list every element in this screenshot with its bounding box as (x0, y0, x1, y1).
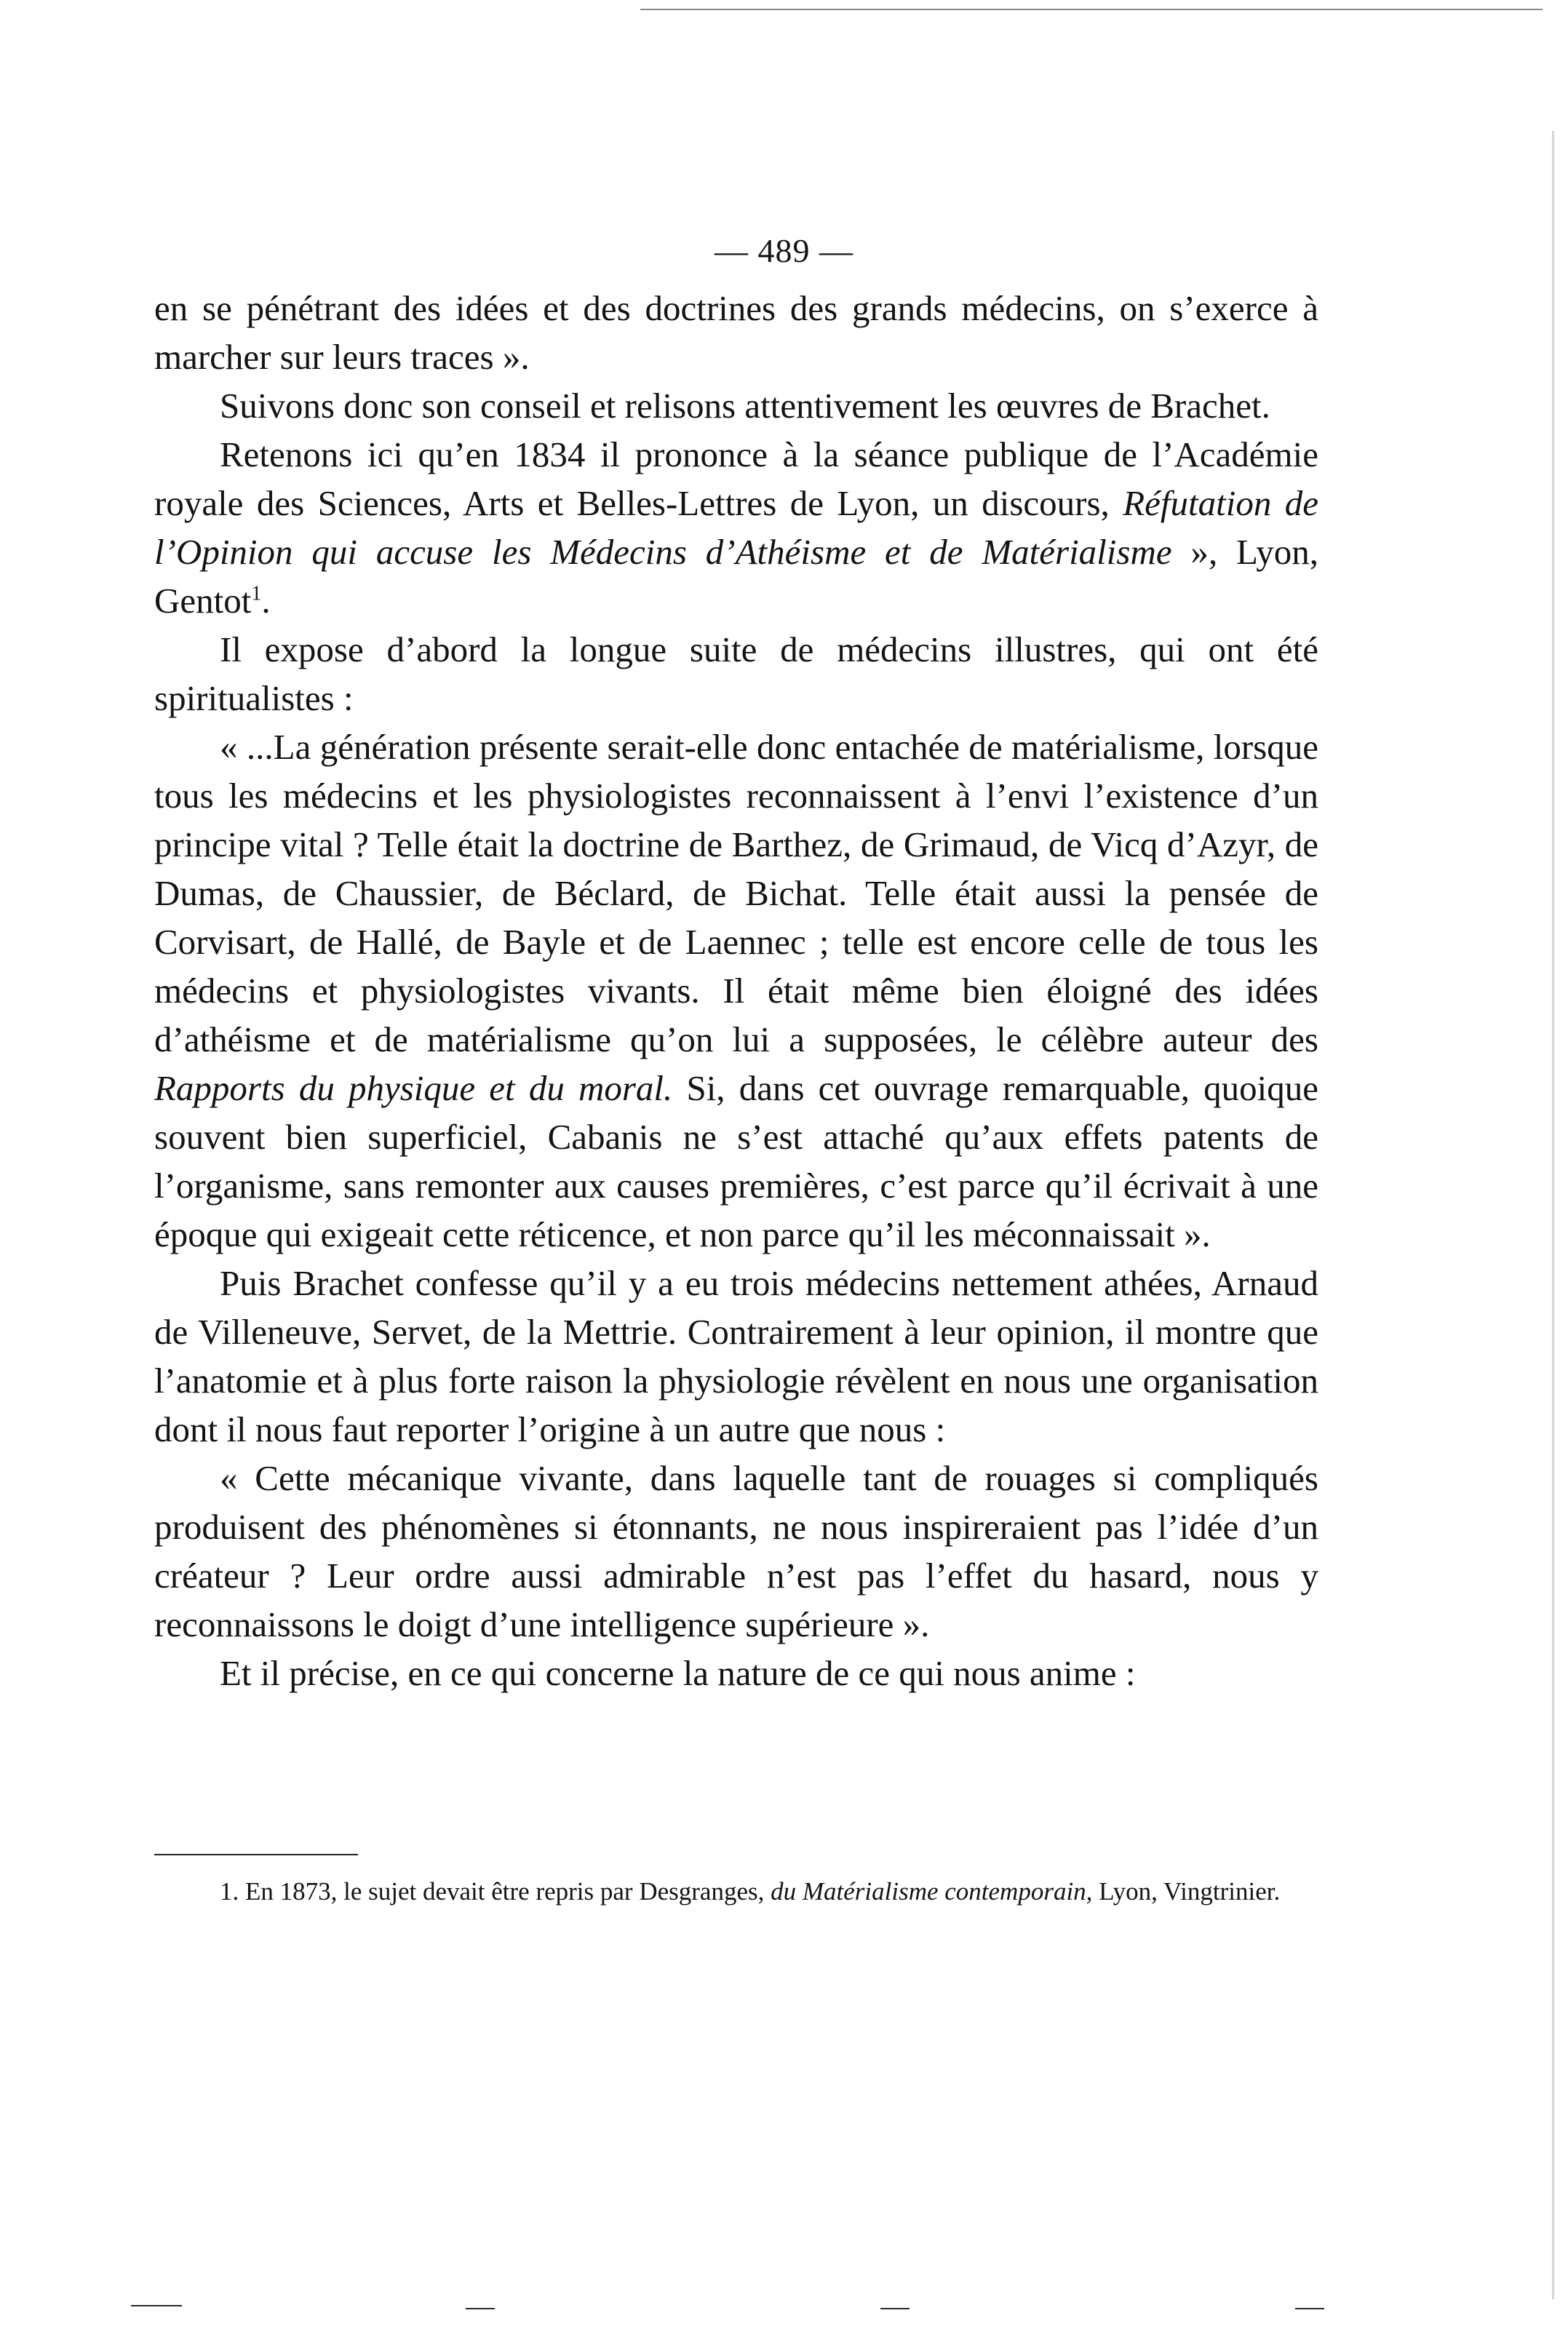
paragraph-3-period: . (261, 581, 271, 621)
paragraph-3-text: Retenons ici qu’en 1834 il prononce à la séance publique de l’Académie royale des Sciences, Arts et Belles-Lettres de Lyon, un discours, (154, 434, 1318, 523)
paragraph-3-text-end: », Lyon, Gentot (154, 532, 1318, 621)
footnote (154, 1876, 1318, 1908)
page-number: — 489 — (715, 232, 853, 269)
paragraph-3-title: Réfutation de l’Opinion qui accuse les Médecins d’Athéisme et de Matérialisme (154, 483, 1318, 572)
scan-edge-shadow (1552, 131, 1554, 2299)
paragraph-8: Et il précise, en ce qui concerne la nature de ce qui nous anime : (220, 1653, 1136, 1693)
paragraph-1: en se pénétrant des idées et des doctrines des grands médecins, on s’exerce à marcher sur leurs traces ». (154, 288, 1318, 377)
paragraph-4: Il expose d’abord la longue suite de médecins illustres, qui ont été spiritualistes : (154, 629, 1318, 718)
scan-artifact (880, 2308, 910, 2309)
footnote-text-end: Lyon, Vingtrinier. (1092, 1877, 1281, 1906)
footnote-separator (154, 1854, 358, 1855)
quote-title: Rapports du physique et du moral. (154, 1068, 673, 1108)
body-text (154, 284, 1318, 1697)
paragraph-6: Puis Brachet confesse qu’il y a eu trois médecins nettement athées, Arnaud de Villeneuve, Servet, de la Mettrie. Contrairement à leur opinion, il montre que l’anatomie et à plus forte raison la physiologie révèlent en nous une organisation dont il nous faut reporter l’origine à un autre que nous : (154, 1263, 1318, 1449)
paragraph-2: Suivons donc son conseil et relisons attentivement les œuvres de Brachet. (220, 386, 1270, 426)
paragraph-3 (154, 430, 1318, 625)
scan-artifact (1295, 2308, 1324, 2309)
top-edge-line (640, 9, 1543, 10)
footnote-reference[interactable]: 1 (251, 582, 262, 605)
scan-artifact (131, 2305, 182, 2306)
quote-text-end: Si, dans cet ouvrage remarquable, quoique souvent bien superficiel, Cabanis ne s’est attaché qu’aux effets patents de l’organisme, sans remonter aux causes premières, c’est parce qu’il écrivait à une époque qui exigeait cette réticence, et non parce qu’il les méconnaissait ». (154, 1068, 1319, 1254)
paragraph-5-quote (154, 722, 1318, 1259)
quote-text: « ...La génération présente serait-elle donc entachée de matérialisme, lorsque tous les médecins et les physiologistes reconnaissent à l’envi l’existence d’un principe vital ? Telle était la doctrine de Barthez, de Grimaud, de Vicq d’Azyr, de Dumas, de Chaussier, de Béclard, de Bichat. Telle était aussi la pensée de Corvisart, de Hallé, de Bayle et de Laennec ; telle est encore celle de tous les médecins et physiologistes vivants. Il était même bien éloigné des idées d’athéisme et de matérialisme qu’on lui a supposées, le célèbre auteur des (154, 727, 1318, 1059)
footnote-text: En 1873, le sujet devait être repris par Desgranges, (239, 1877, 771, 1906)
paragraph-7-quote: « Cette mécanique vivante, dans laquelle tant de rouages si compliqués produisent des phénomènes si étonnants, ne nous inspireraient pas l’idée d’un créateur ? Leur ordre aussi admirable n’est pas l’effet du hasard, nous y reconnaissons le doigt d’une intelligence supérieure ». (154, 1458, 1318, 1644)
scan-artifact (466, 2308, 495, 2309)
footnote-title: du Matérialisme contemporain, (771, 1877, 1093, 1906)
footnote-number: 1. (220, 1877, 239, 1906)
